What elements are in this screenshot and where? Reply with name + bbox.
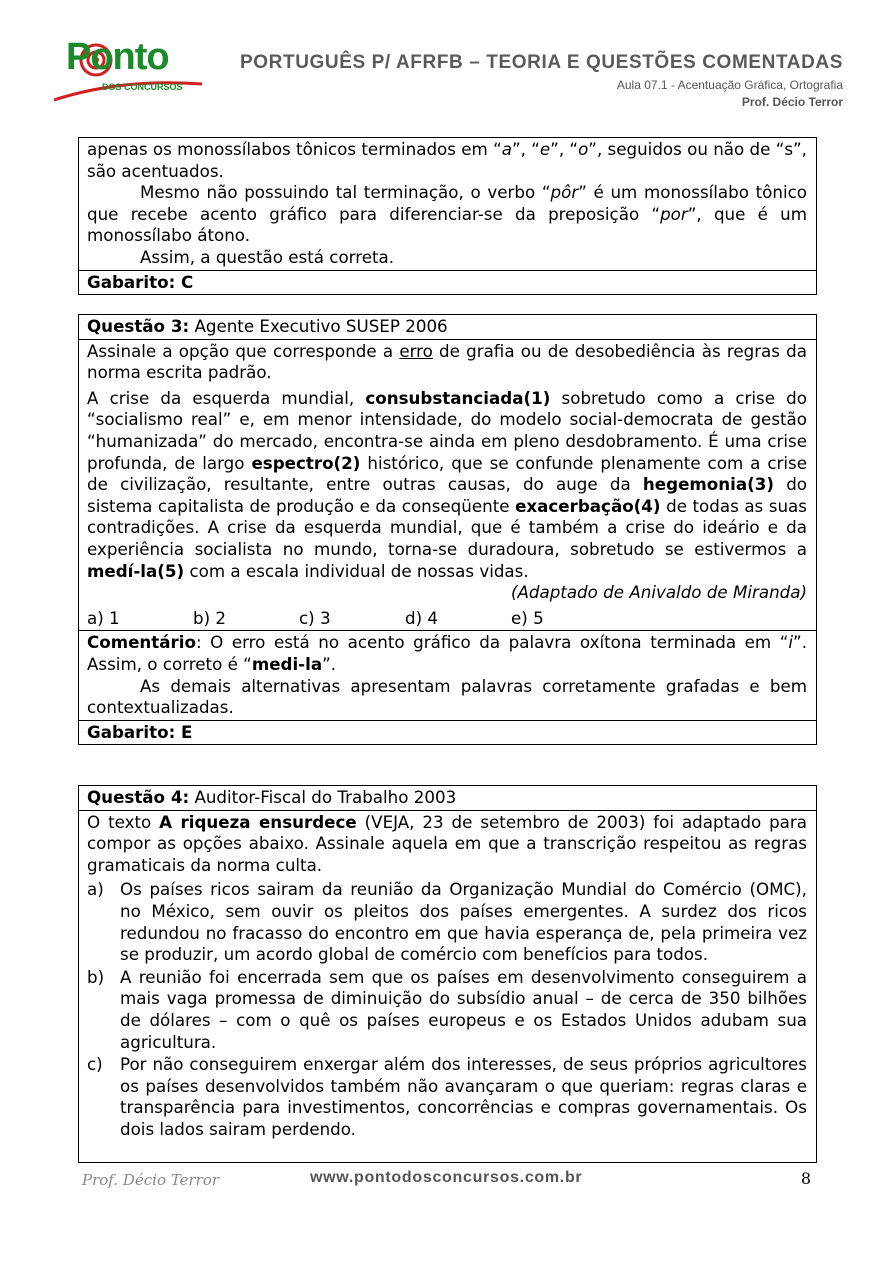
question-text: A crise da esquerda mundial, consubstanciada(1) sobretudo como a crise do “socialismo real” e, em menor intensidade, do modelo social-democrata de gestão “humanizada” do mercado, encontra-se ainda em pleno desdobramento. É uma crise profunda, de largo espectro(2) histórico, que se confunde plenamente com a crise de civilização, resultante, entre outras causas, do auge da hegemonia(3) do sistema capitalista de produção e da conseqüente exacerbação(4) de todas as suas contradições. A crise da esquerda mundial, que é também a crise do ideário e da experiência socialista no mundo, torna-se duradoura, sobretudo se estivermos a medí-la(5) com a escala individual de nossas vidas. [87,387,808,581]
answer-key: Gabarito: C [79,270,816,295]
option: b) 2 [193,607,227,628]
logo [52,38,212,102]
question-label: Questão 4: [87,787,190,807]
list-item [87,967,807,1053]
previous-question-box [78,137,817,295]
answer-value: E [181,721,193,742]
question-statement: Assinale a opção que corresponde a erro de grafia ou de desobediência às regras da norma escrita padrão. [87,340,807,383]
footer-url[interactable]: www.pontodosconcursos.com.br [310,1169,583,1186]
option: d) 4 [405,607,439,628]
question-3-body [79,339,816,631]
answer-label: Gabarito [87,721,169,742]
option: e) 5 [511,607,544,628]
previous-comment [79,138,816,270]
footer-author: Prof. Décio Terror [82,1171,220,1189]
item-text: Por não conseguirem enxergar além dos interesses, de seus próprios agricultores os países desenvolvidos também não avançaram o que queriam: regras claras e transparência para investimentos, concorrências e compras governamentais. Os dois lados sairam perdendo. [120,1054,807,1139]
question-source: Auditor-Fiscal do Trabalho 2003 [194,787,457,807]
item-letter: b) [87,966,105,987]
logo-subtext: DOS CONCURSOS [102,82,183,92]
answer-key: Gabarito: E [79,720,816,745]
comment-paragraph: Assim, a questão está correta. [140,246,395,267]
question-label: Questão 3: [87,316,190,336]
page-footer [80,1168,815,1192]
comment-paragraph: As demais alternativas apresentam palavras corretamente grafadas e bem contextualizadas. [87,675,807,718]
list-item [87,879,807,965]
answer-value: C [181,271,194,292]
question-4-header [79,786,816,810]
question-3-comment [79,630,816,719]
list-item [87,1054,807,1140]
header-title: PORTUGUÊS P/ AFRFB – TEORIA E QUESTÕES COMENTADAS [240,52,843,73]
comment-paragraph: Comentário: O erro está no acento gráfico da palavra oxítona terminada em “i”. Assim, o correto é “medi-la”. [87,632,807,674]
answer-options [87,608,807,630]
page-header [240,52,843,109]
question-source: Agente Executivo SUSEP 2006 [194,316,448,336]
option: a) 1 [87,607,120,628]
alternatives-list [87,879,807,1140]
question-3-box [78,314,817,745]
question-4-body [79,810,816,1143]
item-letter: a) [87,879,104,900]
option: c) 3 [299,607,331,628]
answer-label: Gabarito [87,271,169,292]
header-subtitle: Aula 07.1 - Acentuação Gráfica, Ortografia [616,78,843,92]
question-4-box [78,785,817,1163]
citation: (Adaptado de Anivaldo de Miranda) [510,582,807,603]
header-author: Prof. Décio Terror [741,95,843,109]
item-letter: c) [87,1054,103,1075]
item-text: A reunião foi encerrada sem que os países em desenvolvimento conseguirem a mais vaga promessa de diminuição do subsídio anual – de cerca de 350 bilhões de dólares – com o quê os países europeus e os Estados Unidos adubam sua agricultura. [120,966,807,1052]
item-text: Os países ricos sairam da reunião da Organização Mundial do Comércio (OMC), no México, sem ouvir os pleitos dos países emergentes. A surdez dos ricos redundou no fracasso do encontro em que havia esperança de, pela primeira vez se produzir, um acordo global de comércio com benefícios para todos. [120,879,807,965]
logo-text: Ponto [66,36,169,78]
question-3-header [79,315,816,339]
question-statement: O texto A riqueza ensurdece (VEJA, 23 de setembro de 2003) foi adaptado para compor as opções abaixo. Assinale aquela em que a transcrição respeitou as regras gramaticais da norma culta. [87,811,807,875]
page-number: 8 [800,1169,811,1188]
comment-paragraph: apenas os monossílabos tônicos terminados em “a”, “e”, “o”, seguidos ou não de “s”, são acentuados. [87,139,807,181]
comment-paragraph: Mesmo não possuindo tal terminação, o verbo “pôr” é um monossílabo tônico que recebe acento gráfico para diferenciar-se da preposição “por”, que é um monossílabo átono. [87,182,807,246]
